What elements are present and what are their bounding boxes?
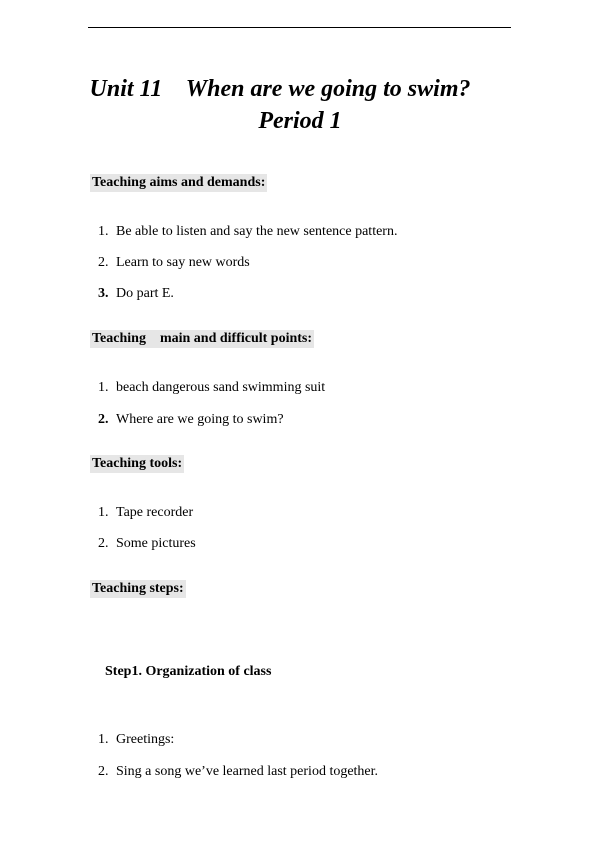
list-text: Where are we going to swim? [116, 412, 284, 427]
list-item [91, 745, 378, 781]
section-heading-steps: Teaching steps: [92, 581, 184, 596]
list-number: 2. [98, 764, 109, 779]
section-heading-points: Teaching main and difficult points: [92, 331, 313, 346]
list-number: 2. [98, 412, 109, 427]
list-number: 3. [98, 286, 109, 301]
list-number: 1. [98, 380, 109, 395]
list-text: Do part E. [116, 286, 174, 301]
list-number: 2. [98, 255, 109, 270]
list-item [91, 361, 325, 397]
list-number: 2. [98, 536, 109, 551]
list-text: beach dangerous sand swimming suit [116, 380, 326, 395]
section-heading-tools: Teaching tools: [92, 456, 183, 471]
document-subtitle: Period 1 [258, 108, 342, 134]
list-item [91, 393, 284, 429]
list-item [91, 713, 174, 749]
list-number: 1. [98, 224, 109, 239]
list-number: 1. [98, 732, 109, 747]
list-text: Tape recorder [116, 505, 194, 520]
list-text: Greetings: [116, 732, 175, 747]
list-text: Learn to say new words [116, 255, 250, 270]
list-text: Some pictures [116, 536, 196, 551]
header-rule [88, 27, 511, 28]
document-title: Unit 11 When are we going to swim? [89, 76, 471, 102]
list-text: Sing a song we’ve learned last period together. [116, 764, 379, 779]
section-heading-aims: Teaching aims and demands: [92, 175, 266, 190]
list-number: 1. [98, 505, 109, 520]
list-text: Be able to listen and say the new sentence pattern. [116, 224, 398, 239]
list-item [91, 267, 174, 303]
list-item [91, 517, 196, 553]
step-heading: Step1. Organization of class [105, 664, 272, 679]
